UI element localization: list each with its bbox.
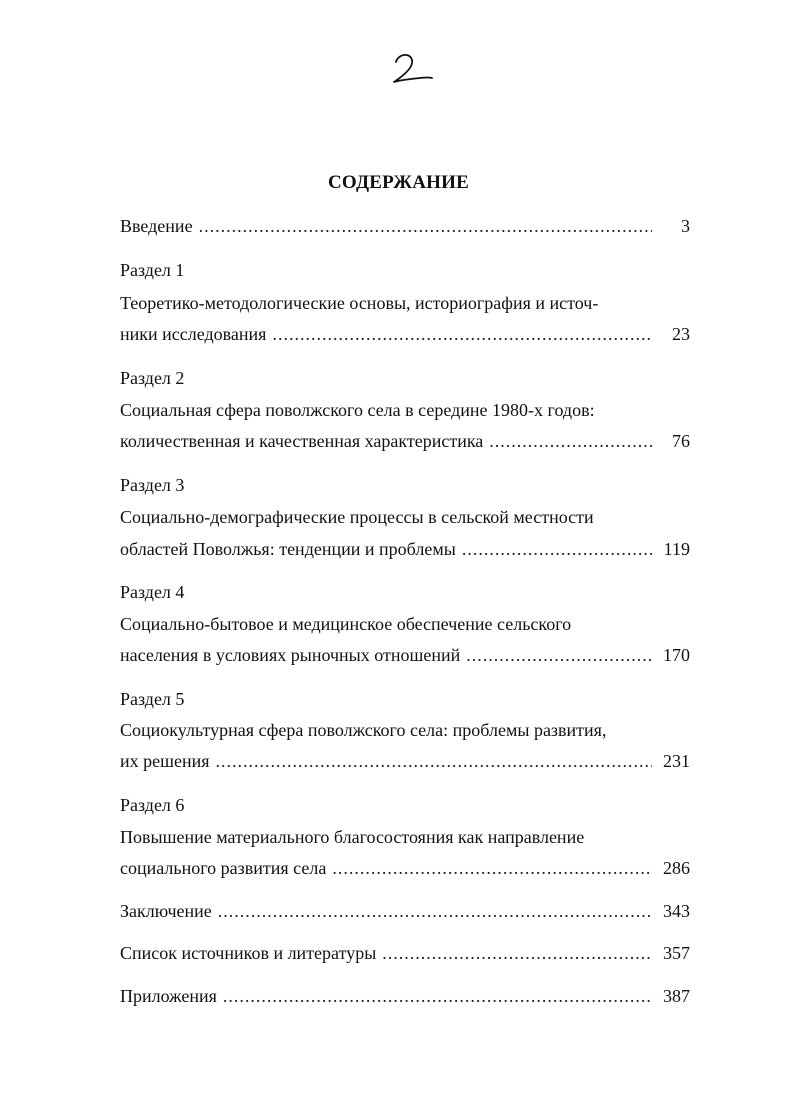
leader-dots [216,749,652,773]
section-label: Раздел 1 [120,260,185,280]
toc-entry-section-5 [120,749,690,773]
toc-page-number: 387 [663,986,690,1006]
toc-entry-line: Социальная сфера поволжского села в середине 1980-х годов: [120,400,595,420]
toc-page-number: 286 [663,858,690,878]
section-label: Раздел 2 [120,368,185,388]
toc-page-number: 357 [663,943,690,963]
section-label: Раздел 5 [120,689,185,709]
leader-dots [218,899,652,923]
handwritten-page-number [386,48,436,88]
toc-entry-section-3 [120,537,690,561]
leader-dots [466,643,652,667]
leader-dots [332,856,652,880]
toc-entry-text: Заключение [120,901,212,921]
toc-entry-line: Социально-бытовое и медицинское обеспечение сельского [120,614,572,634]
leader-dots [462,537,652,561]
toc-entry-section-4 [120,643,690,667]
toc-entry-line: Социально-демографические процессы в сельской местности [120,507,594,527]
toc-entry-section-2 [120,429,690,453]
leader-dots [223,984,652,1008]
toc-entry-line: Социокультурная сфера поволжского села: проблемы развития, [120,720,607,740]
toc-page-number: 76 [672,431,690,451]
leader-dots [382,941,652,965]
toc-entry-text: социального развития села [120,858,327,878]
toc-entry-conclusion [120,899,690,923]
toc-entry-introduction [120,214,690,238]
section-label: Раздел 6 [120,795,185,815]
toc-entry-text: Приложения [120,986,217,1006]
toc-entry-text: ники исследования [120,324,267,344]
toc-page-number: 170 [663,645,690,665]
toc-entry-line: Повышение материального благосостояния как направление [120,827,585,847]
section-label: Раздел 3 [120,475,185,495]
toc-entry-appendices [120,984,690,1008]
section-label: Раздел 4 [120,582,185,602]
toc-page-number: 119 [663,539,690,559]
toc-title: СОДЕРЖАНИЕ [328,172,469,193]
toc-page-number: 3 [681,216,690,236]
toc-entry-section-6 [120,856,690,880]
leader-dots [489,429,652,453]
leader-dots [272,322,652,346]
toc-entry-text: Список источников и литературы [120,943,377,963]
toc-page-number: 23 [672,324,690,344]
toc-entry-line: Теоретико-методологические основы, историография и источ- [120,293,599,313]
toc-entry-text: количественная и качественная характеристика [120,431,484,451]
toc-entry-text: областей Поволжья: тенденции и проблемы [120,539,456,559]
toc-entry-text: Введение [120,216,193,236]
leader-dots [199,214,652,238]
toc-entry-section-1 [120,322,690,346]
toc-entry-text: их решения [120,751,210,771]
toc-page-number: 231 [663,751,690,771]
toc-entry-text: населения в условиях рыночных отношений [120,645,461,665]
toc-page-number: 343 [663,901,690,921]
toc-entry-bibliography [120,941,690,965]
